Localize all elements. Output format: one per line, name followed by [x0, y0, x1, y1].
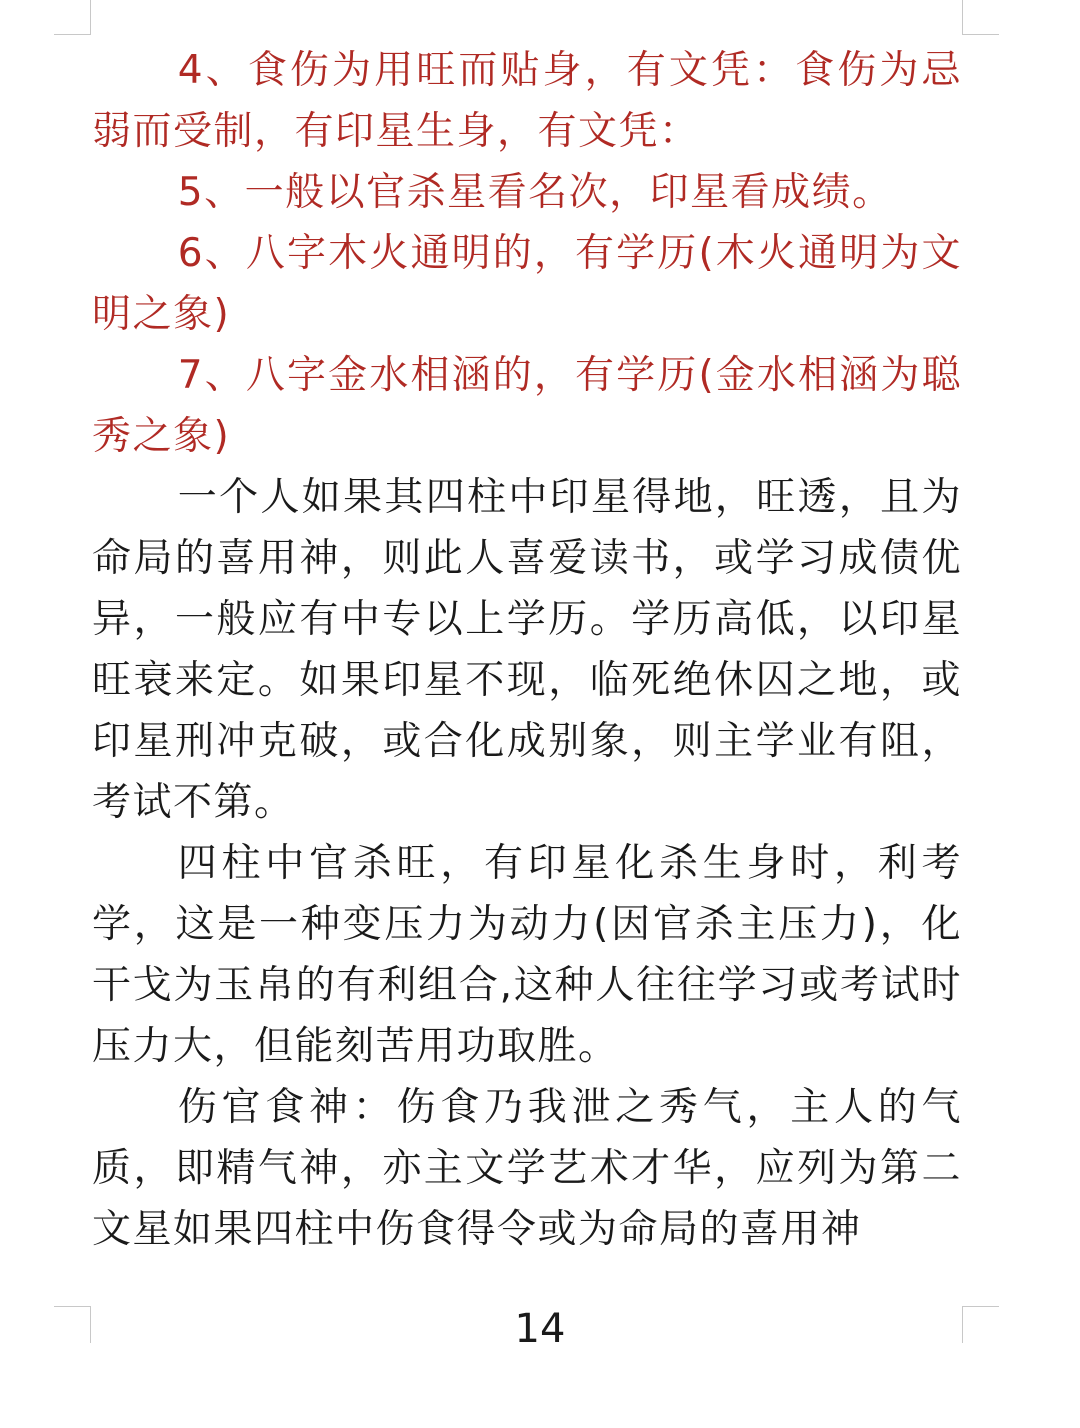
highlighted-item-4: 4、食伤为用旺而贴身，有文凭：食伤为忌弱而受制，有印星生身，有文凭：: [92, 48, 962, 154]
highlighted-item-5: 5、一般以官杀星看名次，印星看成绩。: [177, 170, 893, 215]
crop-mark-top-right: [962, 0, 999, 35]
paragraph-3: 伤官食神：伤食乃我泄之秀气，主人的气质，即精气神，亦主文学艺术才华，应列为第二文星如果四柱中伤食得令或为命局的喜用神: [92, 1085, 962, 1252]
crop-mark-top-left: [54, 0, 91, 35]
page-body: [92, 40, 962, 1260]
highlighted-item-6: 6、八字木火通明的，有学历(木火通明为文明之象): [92, 231, 962, 337]
page-number: 14: [514, 1306, 566, 1352]
highlighted-item-7: 7、八字金水相涵的，有学历(金水相涵为聪秀之象): [92, 353, 962, 459]
paragraph-1: 一个人如果其四柱中印星得地，旺透，且为命局的喜用神，则此人喜爱读书，或学习成债优异，一般应有中专以上学历。学历高低，以印星旺衰来定。如果印星不现，临死绝休囚之地，或印星刑冲克破，或合化成别象，则主学业有阻，考试不第。: [92, 475, 962, 825]
paragraph-2: 四柱中官杀旺，有印星化杀生身时，利考学，这是一种变压力为动力(因官杀主压力)，化干戈为玉帛的有利组合,这种人往往学习或考试时压力大，但能刻苦用功取胜。: [92, 841, 962, 1069]
